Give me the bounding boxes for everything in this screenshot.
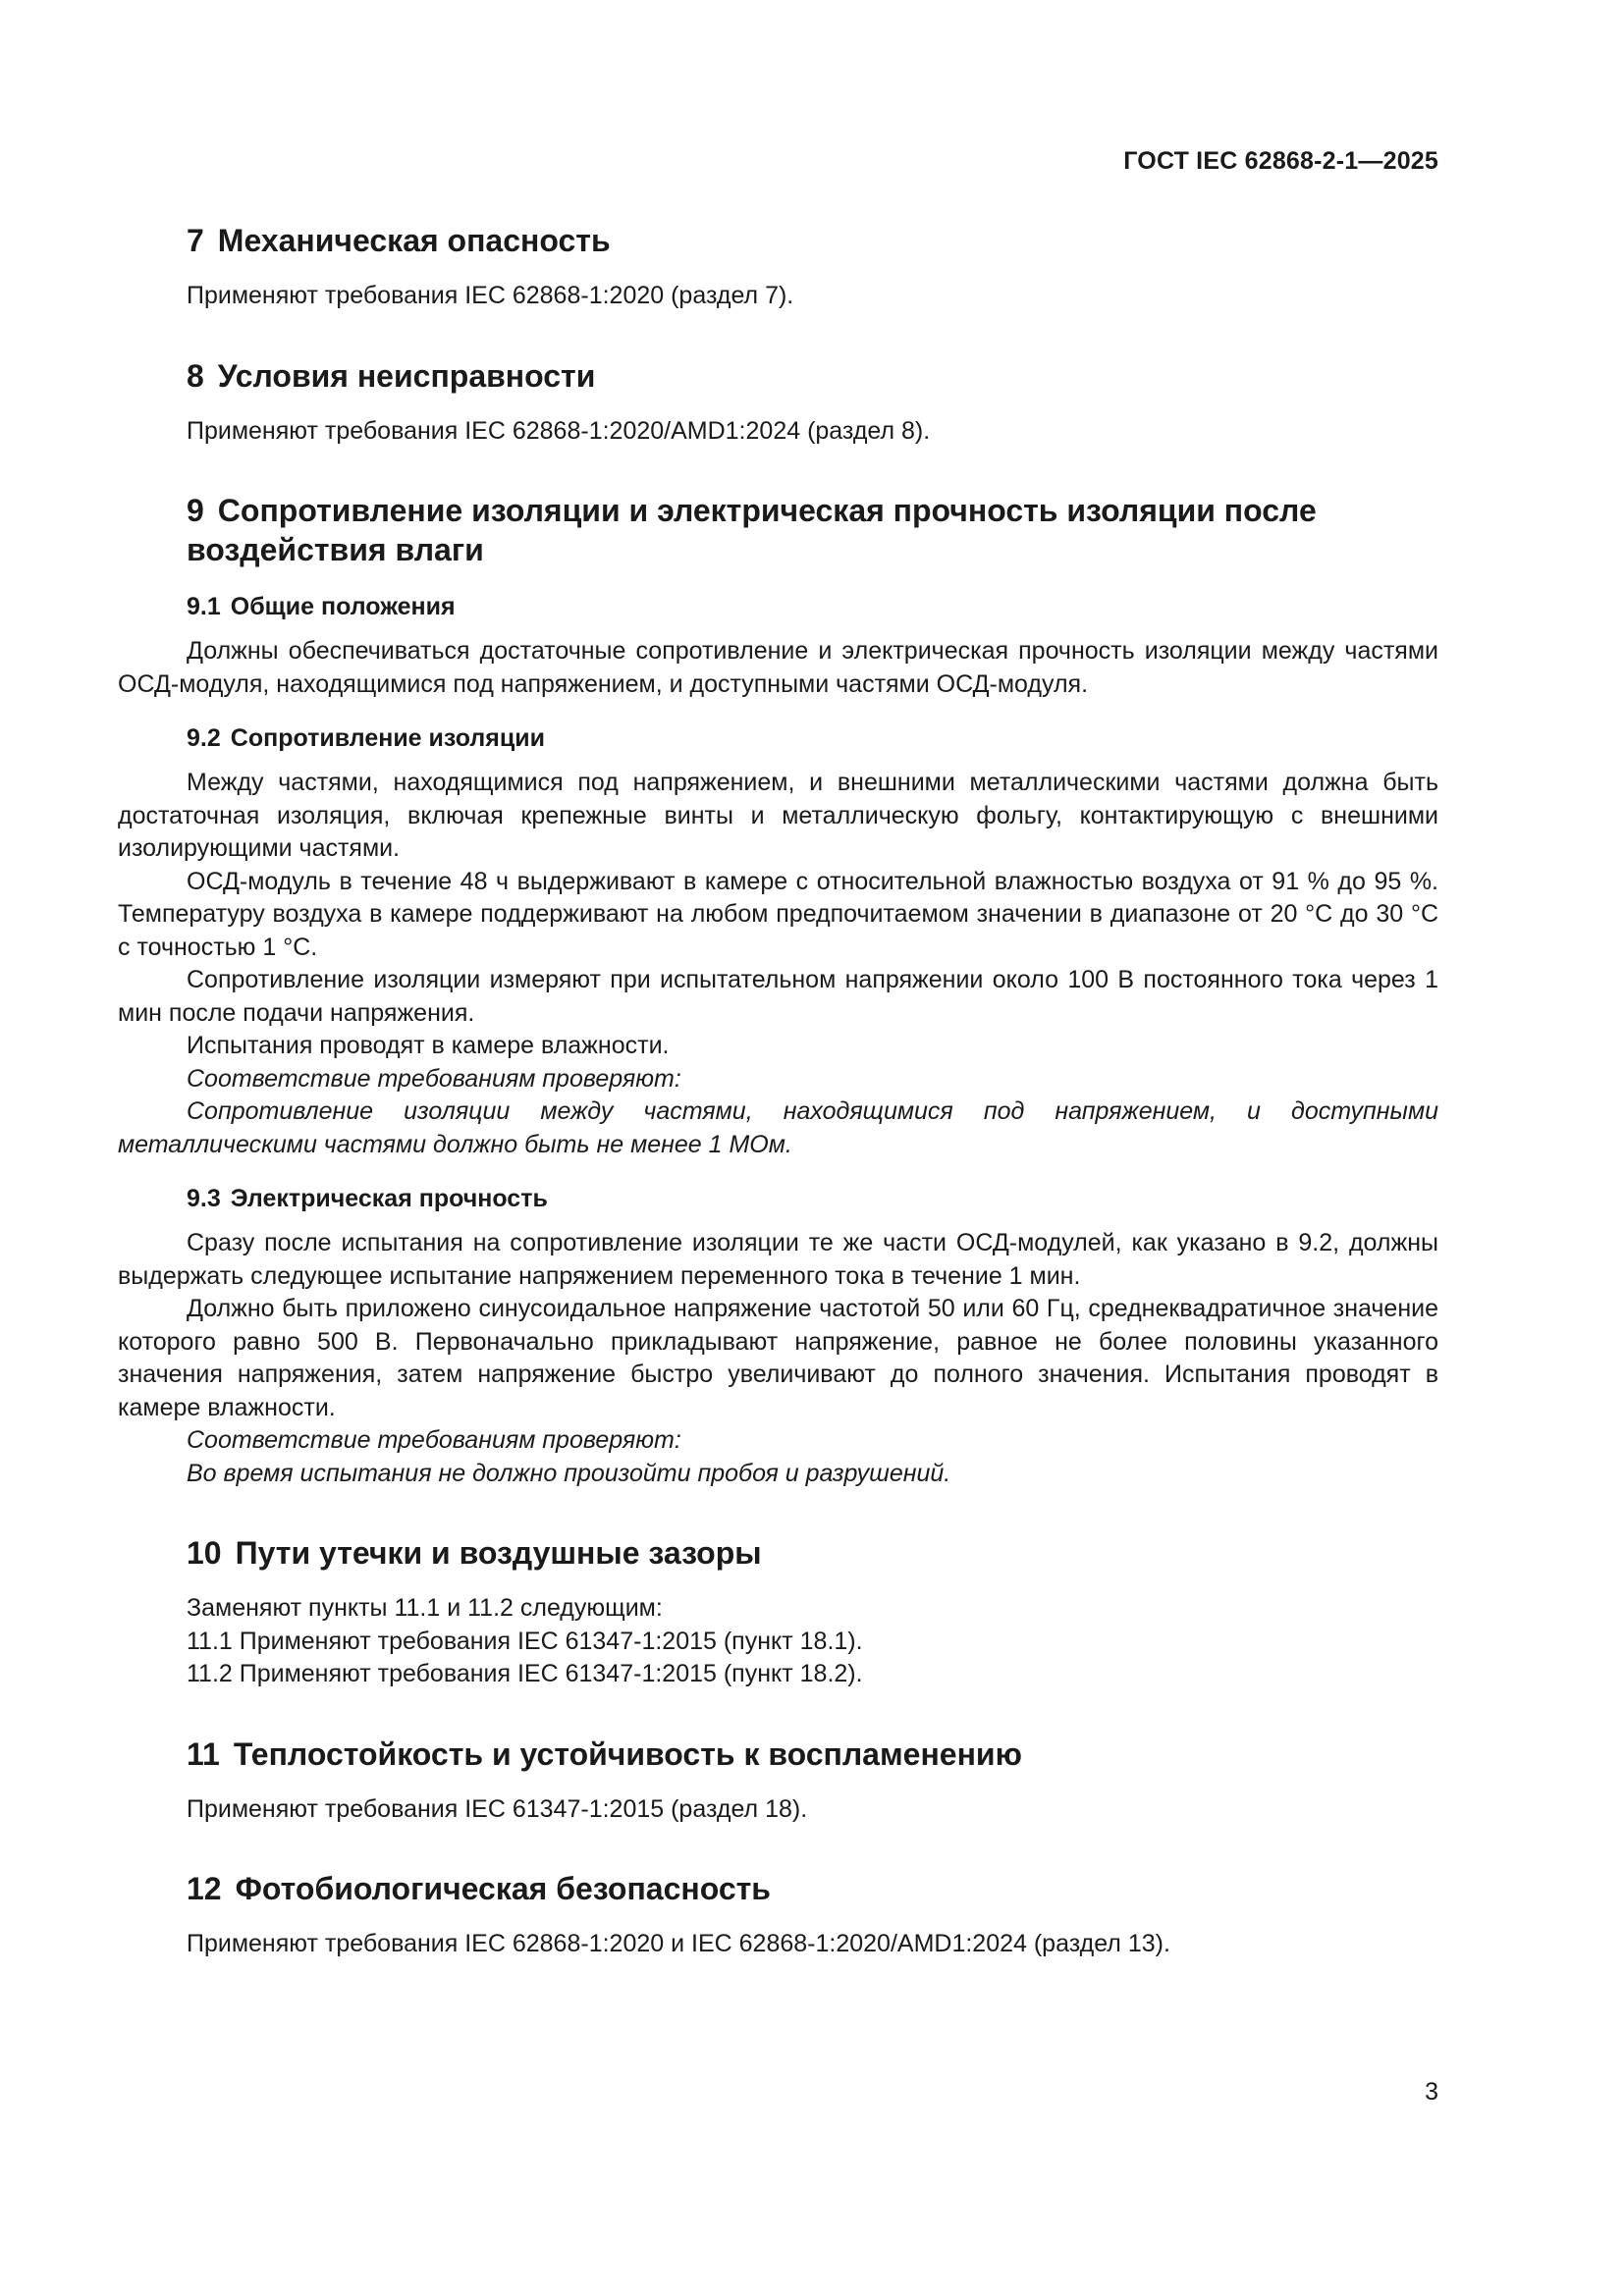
section-8-heading bbox=[118, 356, 1438, 396]
section-number: 10 bbox=[187, 1535, 222, 1571]
section-title: Сопротивление изоляции и электрическая прочность изоляции после воздействия влаги bbox=[187, 493, 1317, 567]
paragraph: ОСД-модуль в течение 48 ч выдерживают в камере с относительной влажностью воздуха от 91 % до 95 %. Температуру воздуха в камере поддерживают на любом предпочитаемом значении в диапазоне от 20 °C до 30 °C с точностью 1 °C. bbox=[118, 867, 1438, 961]
section-title: Пути утечки и воздушные зазоры bbox=[235, 1535, 762, 1571]
document-page bbox=[118, 0, 1438, 2296]
paragraph: Заменяют пункты 11.1 и 11.2 следующим: bbox=[187, 1594, 663, 1622]
subsection-title: Сопротивление изоляции bbox=[230, 724, 545, 752]
list-item: 11.1 Применяют требования IEC 61347-1:2015 (пункт 18.1). bbox=[187, 1627, 863, 1655]
compliance-check-label: Соответствие требованиям проверяют: bbox=[187, 1064, 681, 1093]
subsection-9-2-heading bbox=[118, 722, 1438, 755]
paragraph: Сопротивление изоляции измеряют при испытательном напряжении около 100 В постоянного тока через 1 мин после подачи напряжения. bbox=[118, 966, 1438, 1027]
list-item: 11.2 Применяют требования IEC 61347-1:2015 (пункт 18.2). bbox=[187, 1660, 863, 1687]
section-10-heading bbox=[118, 1533, 1438, 1573]
section-7-text: Применяют требования IEC 62868-1:2020 (раздел 7). bbox=[187, 282, 794, 309]
section-number: 7 bbox=[187, 223, 204, 258]
section-title: Условия неисправности bbox=[217, 357, 596, 394]
section-title: Механическая опасность bbox=[217, 223, 611, 258]
section-number: 9 bbox=[187, 493, 204, 528]
paragraph: Сразу после испытания на сопротивление изоляции те же части ОСД-модулей, как указано в 9.2, должны выдержать следующее испытание напряжением переменного тока в течение 1 мин. bbox=[118, 1229, 1438, 1290]
section-title: Теплостойкость и устойчивость к воспламенению bbox=[233, 1735, 1022, 1772]
section-number: 11 bbox=[187, 1735, 220, 1772]
document-body bbox=[118, 221, 1438, 1961]
subsection-number: 9.1 bbox=[187, 593, 221, 620]
section-11-text: Применяют требования IEC 61347-1:2015 (раздел 18). bbox=[187, 1794, 808, 1823]
section-number: 12 bbox=[187, 1871, 222, 1906]
subsection-number: 9.3 bbox=[187, 1185, 221, 1212]
subsection-9-3-heading bbox=[118, 1183, 1438, 1215]
paragraph: Должны обеспечиваться достаточные сопротивление и электрическая прочность изоляции между частями ОСД-модуля, находящимися под напряжением, и доступными частями ОСД-модуля. bbox=[118, 637, 1438, 698]
section-7-heading bbox=[118, 221, 1438, 260]
section-11-heading bbox=[118, 1735, 1438, 1774]
paragraph: Между частями, находящимися под напряжением, и внешними металлическими частями должна быть достаточная изоляция, включая крепежные винты и металлическую фольгу, контактирующую с внешними изолирующими частями. bbox=[118, 769, 1438, 862]
subsection-number: 9.2 bbox=[187, 724, 221, 752]
compliance-requirement: Сопротивление изоляции между частями, находящимися под напряжением, и доступными металлическими частями должно быть не менее 1 МОм. bbox=[118, 1097, 1438, 1158]
section-title: Фотобиологическая безопасность bbox=[235, 1871, 771, 1906]
section-number: 8 bbox=[187, 357, 204, 394]
subsection-9-1-heading bbox=[118, 591, 1438, 623]
paragraph: Должно быть приложено синусоидальное напряжение частотой 50 или 60 Гц, среднеквадратичное значение которого равно 500 В. Первоначально прикладывают напряжение, равное не более половины указанного значения напряжения, затем напряжение быстро увеличивают до полного значения. Испытания проводят в камере влажности. bbox=[118, 1295, 1438, 1421]
subsection-title: Общие положения bbox=[230, 593, 456, 620]
compliance-check-label: Соответствие требованиям проверяют: bbox=[187, 1426, 681, 1454]
section-12-heading bbox=[118, 1869, 1438, 1908]
document-header-id: ГОСТ IEC 62868-2-1—2025 bbox=[1123, 147, 1438, 175]
subsection-title: Электрическая прочность bbox=[230, 1185, 548, 1212]
paragraph: Испытания проводят в камере влажности. bbox=[187, 1032, 670, 1059]
section-9-heading bbox=[118, 491, 1438, 569]
section-12-text: Применяют требования IEC 62868-1:2020 и IEC 62868-1:2020/AMD1:2024 (раздел 13). bbox=[187, 1930, 1170, 1957]
compliance-requirement: Во время испытания не должно произойти пробоя и разрушений. bbox=[187, 1459, 951, 1487]
page-number: 3 bbox=[1425, 2078, 1438, 2106]
section-8-text: Применяют требования IEC 62868-1:2020/AMD1:2024 (раздел 8). bbox=[187, 416, 931, 445]
